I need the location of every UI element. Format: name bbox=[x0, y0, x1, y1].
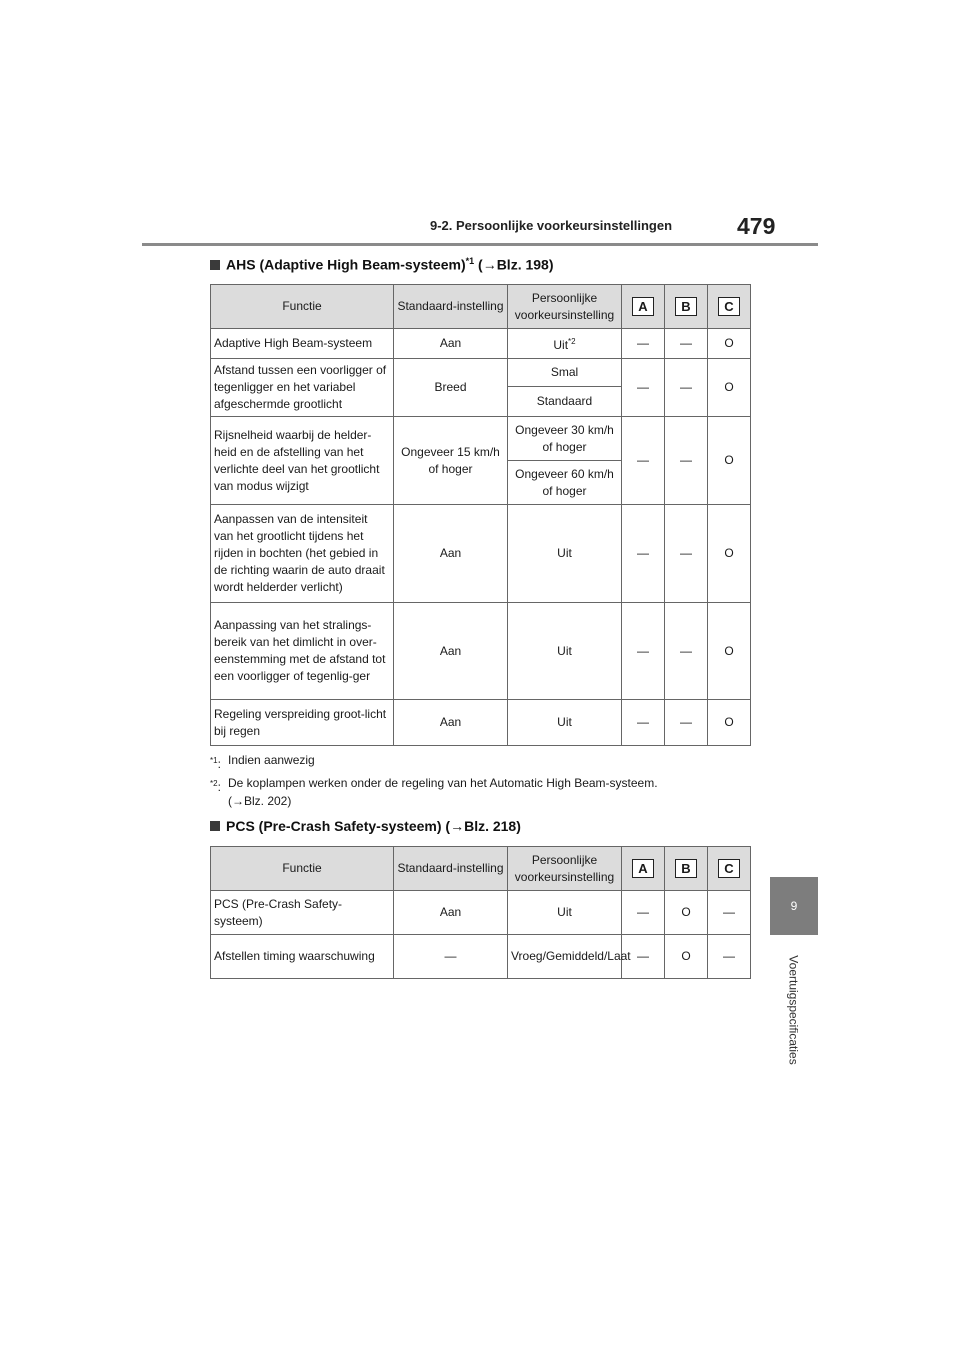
square-bullet-icon bbox=[210, 260, 220, 270]
table-row: Standaard bbox=[211, 387, 751, 417]
table-row: Aanpassing van het stralings-bereik van het dimlicht in over-eenstemming met de afstand tot een voorligger of tegenlig-ger Aan Uit — — O bbox=[211, 603, 751, 700]
col-default: Standaard-instelling bbox=[394, 285, 508, 329]
table-row: Adaptive High Beam-systeem Aan Uit$^{*2}$ — — O bbox=[211, 329, 751, 359]
footnote: $^{*2}$: De koplampen werken onder de regeling van het Automatic High Beam-systeem. bbox=[210, 776, 658, 794]
col-a: A bbox=[622, 847, 665, 891]
table-row: Rijsnelheid waarbij de helder-heid en de afstelling van het verlichte deel van het grootlicht van modus wijzigt Ongeveer 15 km/h of hoger Ongeveer 30 km/h of hoger — — O bbox=[211, 417, 751, 461]
table-row: Regeling verspreiding groot-licht bij regen Aan Uit — — O bbox=[211, 700, 751, 746]
header-divider bbox=[142, 243, 818, 246]
ahs-table bbox=[210, 284, 751, 746]
section-title: 9-2. Persoonlijke voorkeursinstellingen bbox=[430, 218, 673, 233]
table-header-row bbox=[211, 847, 751, 891]
chapter-label: Voertuigspecificaties bbox=[787, 955, 801, 1065]
pcs-table bbox=[210, 846, 751, 979]
ahs-heading: AHS (Adaptive High Beam-systeem)$^{*1}$ (→Blz. 198) bbox=[210, 256, 554, 273]
col-b: B bbox=[665, 285, 708, 329]
table-row: Afstand tussen een voorligger of tegenligger en het variabel afgeschermde grootlicht Breed Smal — — O bbox=[211, 359, 751, 387]
table-row: Aanpassen van de intensiteit van het grootlicht tijdens het rijden in bochten (het gebied in de richting waarin de auto draait wordt helderder verlicht) Aan Uit — — O bbox=[211, 505, 751, 603]
col-custom: Persoonlijke voorkeursinstelling bbox=[508, 847, 622, 891]
col-custom: Persoonlijke voorkeursinstelling bbox=[508, 285, 622, 329]
footnote: $^{*1}$: Indien aanwezig bbox=[210, 753, 315, 771]
page-number: 479 bbox=[737, 213, 776, 239]
col-a: A bbox=[622, 285, 665, 329]
table-row: Ongeveer 60 km/h of hoger bbox=[211, 461, 751, 505]
table-row: Afstellen timing waarschuwing — Vroeg/Gemiddeld/Laat — O — bbox=[211, 935, 751, 979]
col-function: Functie bbox=[211, 285, 394, 329]
col-b: B bbox=[665, 847, 708, 891]
pcs-heading: PCS (Pre-Crash Safety-systeem) (→Blz. 218) bbox=[210, 818, 521, 834]
table-row: PCS (Pre-Crash Safety-systeem) Aan Uit — O — bbox=[211, 891, 751, 935]
table-header-row bbox=[211, 285, 751, 329]
square-bullet-icon bbox=[210, 821, 220, 831]
col-c: C bbox=[708, 285, 751, 329]
chapter-tab: 9 bbox=[770, 877, 818, 935]
col-function: Functie bbox=[211, 847, 394, 891]
col-default: Standaard-instelling bbox=[394, 847, 508, 891]
col-c: C bbox=[708, 847, 751, 891]
